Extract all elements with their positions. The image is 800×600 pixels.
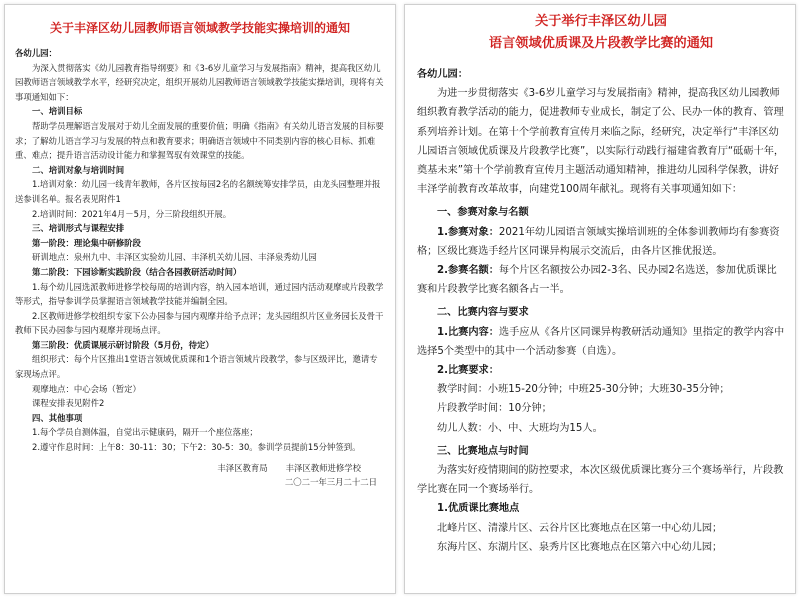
right-s2-item-1-text: 选手应从《各片区同课异构教研活动通知》里指定的教学内容中选择5个类型中的其中一个活动参赛（自选）。 [417,326,785,357]
left-phase-1: 第一阶段：理论集中研修阶段 [32,237,141,248]
left-section-2-item-1: 1.培训对象：幼儿园一线青年教师，各片区按每园2名的名额统筹安排学员，由龙头园整理并报送参训名单。报名表见附件1 [15,179,381,204]
right-s2-item-1-label: 1.比赛内容： [437,326,499,338]
right-venue-1: 北峰片区、清濛片区、云谷片区比赛地点在区第一中心幼儿园； [437,522,723,534]
right-section-3-heading: 三、比赛地点与时间 [437,445,529,457]
left-phase-3-place: 观摩地点：中心会场（暂定） [32,383,141,394]
left-section-4-heading: 四、其他事项 [32,412,83,423]
left-schedule-note: 课程安排表见附件2 [32,398,105,409]
left-section-2-heading: 二、培训对象与培训时间 [32,164,125,175]
left-phase-1-place: 研训地点：泉州九中、丰泽区实验幼儿园、丰泽机关幼儿园、丰泽泉秀幼儿园 [32,252,317,263]
right-s1-item-1-label: 1.参赛对象： [437,226,499,238]
left-phase-2-item-1: 1.每个幼儿园选派教师进修学校每周的培训内容，纳入园本培训，通过园内活动观摩或片段教学等形式，指导参训学员掌握语言领域教学技能并编制全园。 [15,281,384,307]
right-doc-title-line-1: 关于举行丰泽区幼儿园 [535,14,667,29]
right-requirement-3: 幼儿人数：小、中、大班均为15人。 [437,422,603,434]
left-salutation: 各幼儿园： [15,48,57,58]
left-section-4-item-1: 1.每个学员自测体温，自觉出示健康码，隔开一个座位落座； [32,427,258,438]
right-section-2-heading: 二、比赛内容与要求 [437,307,529,319]
left-org-1: 丰泽区教育局 [217,462,268,473]
right-requirement-1: 教学时间：小班15-20分钟；中班25-30分钟；大班30-35分钟； [437,384,730,396]
left-org-2: 丰泽区教师进修学校 [285,462,361,473]
left-phase-3: 第三阶段：优质课展示研讨阶段（5月份，待定） [32,339,214,350]
right-s1-item-2-text: 每个片区名额按公办园2-3名、民办园2名选送，参加优质课比赛和片段教学比赛名额各占一半。 [417,265,777,296]
left-section-3-heading: 三、培训形式与课程安排 [32,223,125,234]
left-section-4-item-2: 2.遵守作息时间：上午8：30-11：30；下午2：30-5：30。参训学员提前15分钟签到。 [32,442,361,453]
right-venue-heading: 1.优质课比赛地点 [437,503,520,515]
right-salutation: 各幼儿园： [417,69,468,80]
left-section-1-heading: 一、培训目标 [32,106,83,117]
right-intro: 为进一步贯彻落实《3-6岁儿童学习与发展指南》精神，提高我区幼儿园教师组织教育教学活动的能力，促进教师专业成长，制定了公、民办一体的教育、管理系列培养计划。在第十个学前教育宣传月来临之际，经研究，决定举行“丰泽区幼儿园语言领域优质课及片段教学比赛”，以实际行动践行福建省教育厅“砥砺十年，奠基未来”第十个学前教育宣传月主题活动通知精神，推进幼儿园科学保教，讲好丰泽学前教育改革故事，向建党100周年献礼。现将有关事项通知如下： [417,88,785,196]
right-requirement-2: 片段教学时间：10分钟； [437,403,552,415]
right-venue-2: 东海片区、东湖片区、泉秀片区比赛地点在区第六中心幼儿园； [437,541,723,553]
right-doc-title-line-2: 语言领域优质课及片段教学比赛的通知 [488,36,714,51]
right-section-1-item-1 [417,223,785,261]
left-phase-2-item-2: 2.区教师进修学校组织专家下公办园参与园内观摩并给予点评；龙头园组织片区业务园长及骨干教师下民办园参与园内观摩并现场点评。 [15,310,384,336]
left-intro: 为深入贯彻落实《幼儿园教育指导纲要》和《3-6岁儿童学习与发展指南》精神，提高我区幼儿园教师语言领域教学水平，经研究决定，组织开展幼儿园教师语言领域教学技能实操培训，现将有关事项通知如下： [15,62,384,102]
left-signature-orgs [15,461,385,476]
right-document-page [404,4,796,594]
right-s1-item-1-text: 2021年幼儿园语言领域实操培训班的全体参训教师均有参赛资格；区级比赛选手经片区同课异构展示交流后，由各片区推优报送。 [417,226,780,257]
right-section-2-item-2-label: 2.比赛要求： [437,365,499,377]
left-date: 二〇二一年三月二十二日 [284,477,377,488]
right-section-1-heading: 一、参赛对象与名额 [437,207,529,219]
right-s1-item-2-label: 2.参赛名额： [437,265,499,277]
left-phase-3-form: 组织形式：每个片区推出1堂语言领域优质课和1个语言领域片段教学，参与区级评比，邀请专家现场点评。 [15,354,378,380]
left-doc-title: 关于丰泽区幼儿园教师语言领域教学技能实操培训的通知 [49,21,350,35]
right-section-3-text: 为落实好疫情期间的防控要求，本次区级优质课比赛分三个赛场举行，片段教学比赛在同一个赛场举行。 [417,465,784,496]
right-section-1-item-2 [417,261,785,299]
right-section-2-item-1 [417,323,785,361]
left-section-1-text: 帮助学员理解语言发展对于幼儿全面发展的重要价值；明确《指南》有关幼儿语言发展的目标要求；了解幼儿语言学习与发展的特点和教育要求；明确语言领域中不同类别内容的核心目标、抓难重、难点；提升语言活动设计能力和掌握驾驭有效课堂的技能。 [15,120,384,161]
left-document-page [4,4,396,594]
left-section-2-item-2: 2.培训时间：2021年4月－5月，分三阶段组织开展。 [32,208,232,219]
left-phase-2: 第二阶段：下园诊断实践阶段（结合各园教研活动时间） [32,266,242,277]
